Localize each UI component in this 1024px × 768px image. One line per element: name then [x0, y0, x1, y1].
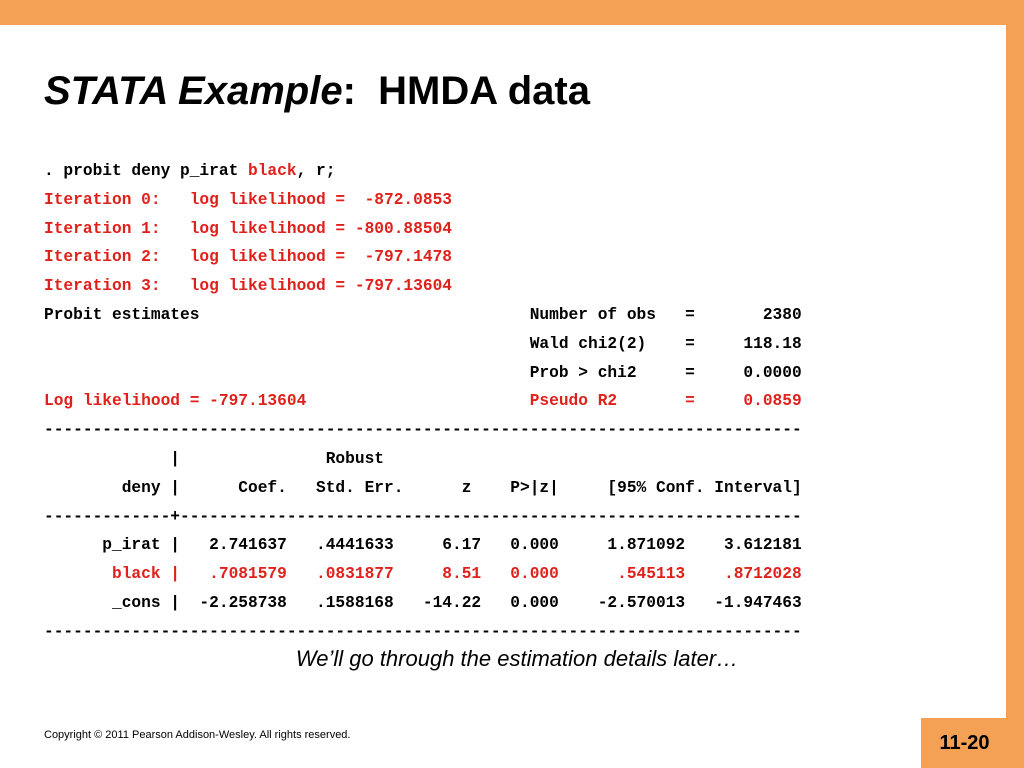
console-segment: ------------------------------------------------------------------------------	[44, 622, 802, 641]
console-line	[44, 531, 984, 560]
console-line	[44, 272, 984, 301]
console-line	[44, 618, 984, 647]
console-line	[44, 157, 984, 186]
console-segment: Wald chi2(2) = 118.18	[44, 334, 802, 353]
console-segment: ------------------------------------------------------------------------------	[44, 421, 802, 440]
slide-title	[44, 66, 590, 116]
console-line	[44, 416, 984, 445]
console-line	[44, 387, 984, 416]
console-line	[44, 301, 984, 330]
console-segment: Prob > chi2 = 0.0000	[44, 363, 802, 382]
top-frame-bar	[0, 0, 1024, 25]
console-line	[44, 215, 984, 244]
footnote: We’ll go through the estimation details later…	[295, 646, 739, 671]
console-segment: black | .7081579 .0831877 8.51 0.000 .545113 .8712028	[44, 565, 802, 584]
console-segment: -------------+----------------------------------------------------------------	[44, 507, 802, 526]
console-segment: Iteration 3: log likelihood = -797.13604	[44, 277, 452, 296]
slide-title-rest: : HMDA data	[342, 69, 590, 113]
console-segment: black	[248, 162, 297, 180]
console-line	[44, 330, 984, 359]
console-line	[44, 560, 984, 589]
console-line	[44, 445, 984, 474]
console-segment: Iteration 0: log likelihood = -872.0853	[44, 190, 452, 209]
console-line	[44, 186, 984, 215]
page-number: 11-20	[939, 731, 990, 754]
console-segment: Probit estimates Number of obs = 2380	[44, 305, 802, 324]
console-segment: . probit deny p_irat	[44, 162, 248, 180]
console-segment: Iteration 2: log likelihood = -797.1478	[44, 248, 452, 267]
console-line	[44, 243, 984, 272]
console-segment: | Robust	[44, 449, 384, 468]
console-segment: Iteration 1: log likelihood = -800.88504	[44, 219, 452, 238]
console-segment: p_irat | 2.741637 .4441633 6.17 0.000 1.871092 3.612181	[44, 536, 802, 555]
console-segment: , r;	[296, 162, 336, 180]
console-line	[44, 359, 984, 388]
console-line	[44, 503, 984, 532]
slide-title-italic: STATA Example	[44, 69, 343, 113]
console-line	[44, 589, 984, 618]
console-segment: Log likelihood = -797.13604 Pseudo R2 = 0.0859	[44, 392, 802, 411]
console-segment: deny | Coef. Std. Err. z P>|z| [95% Conf. Interval]	[44, 478, 802, 497]
copyright-notice: Copyright © 2011 Pearson Addison-Wesley. All rights reserved.	[44, 729, 351, 741]
console-segment: _cons | -2.258738 .1588168 -14.22 0.000 -2.570013 -1.947463	[44, 593, 802, 612]
console-line	[44, 474, 984, 503]
stata-output	[44, 157, 984, 647]
